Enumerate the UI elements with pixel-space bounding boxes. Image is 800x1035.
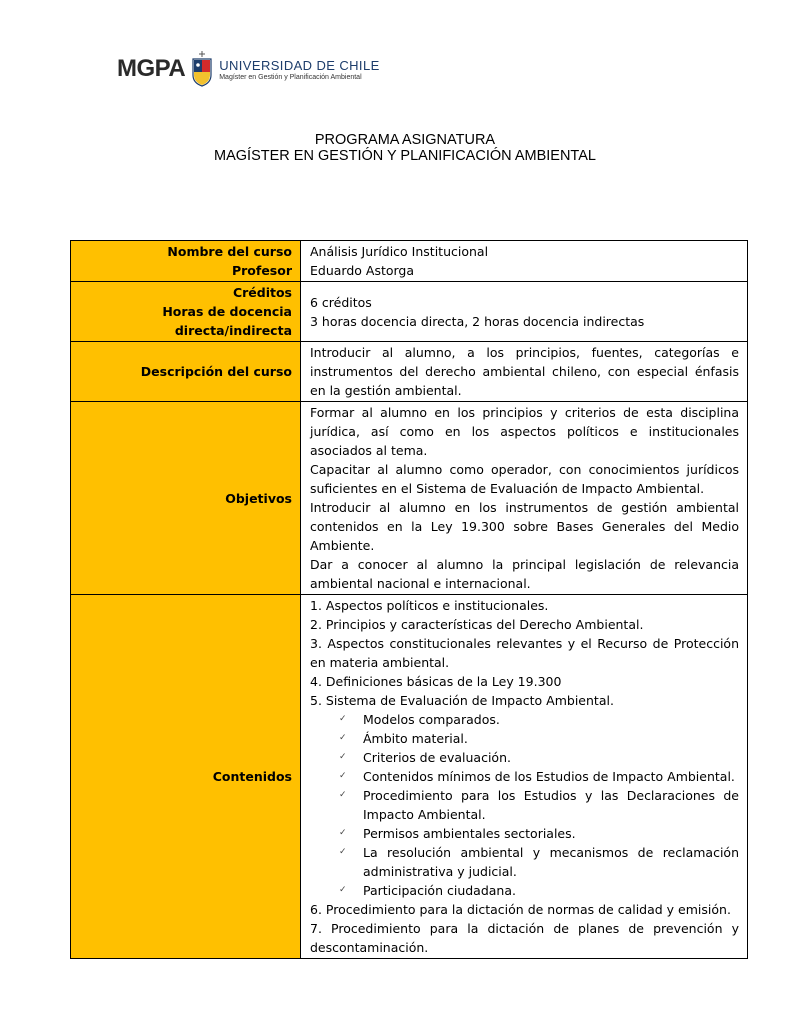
list-item: ✓ La resolución ambiental y mecanismos de reclamación administrativa y judicial.: [339, 845, 739, 879]
contenidos-value: [301, 595, 748, 959]
value-cell: [301, 241, 748, 282]
list-item: ✓ Criterios de evaluación.: [339, 750, 511, 765]
nombre-value: Análisis Jurídico Institucional: [310, 244, 489, 259]
document-title: [0, 132, 800, 164]
title-line-2: MAGÍSTER EN GESTIÓN Y PLANIFICACIÓN AMBIENTAL: [214, 148, 596, 164]
contenido-item: 6. Procedimiento para la dictación de normas de calidad y emisión.: [310, 902, 731, 917]
list-item: ✓ Procedimiento para los Estudios y las Declaraciones de Impacto Ambiental.: [339, 788, 739, 822]
descripcion-text: Introducir al alumno, a los principios, fuentes, categorías e instrumentos del derecho ambiental chileno, con especial énfasis en la gestión ambiental.: [310, 345, 739, 398]
contenidos-sublist: [310, 710, 739, 900]
label-cell: [71, 241, 301, 282]
contenido-item: 1. Aspectos políticos e institucionales.: [310, 598, 549, 613]
row-nombre-profesor: [71, 241, 748, 282]
descripcion-label: Descripción del curso: [71, 342, 301, 402]
logo-subtitle: Magíster en Gestión y Planificación Ambiental: [219, 73, 362, 81]
list-item: ✓ Contenidos mínimos de los Estudios de Impacto Ambiental.: [339, 769, 735, 784]
profesor-value: Eduardo Astorga: [310, 263, 415, 278]
horas-value: 3 horas docencia directa, 2 horas docencia indirectas: [310, 313, 645, 329]
checkmark-bullet-icon: ✓: [339, 847, 347, 857]
contenido-item: 4. Definiciones básicas de la Ley 19.300: [310, 674, 562, 689]
checkmark-bullet-icon: ✓: [339, 752, 347, 762]
creditos-label: Créditos: [232, 285, 292, 300]
objetivo-item: Introducir al alumno en los instrumentos de gestión ambiental contenidos en la Ley 19.300 sobre Bases Generales del Medio Ambiente.: [310, 500, 739, 553]
list-item: ✓ Permisos ambientales sectoriales.: [339, 826, 576, 841]
profesor-label: Profesor: [231, 263, 292, 278]
header-logo: [117, 47, 380, 91]
horas-label: Horas de docencia directa/indirecta: [162, 304, 292, 338]
label-cell: [71, 282, 301, 342]
checkmark-bullet-icon: ✓: [339, 714, 347, 724]
list-item: ✓ Modelos comparados.: [339, 712, 500, 727]
objetivo-item: Formar al alumno en los principios y criterios de esta disciplina jurídica, así como en los aspectos políticos e institucionales asociados al tema.: [310, 405, 739, 458]
checkmark-bullet-icon: ✓: [339, 885, 347, 895]
checkmark-bullet-icon: ✓: [339, 828, 347, 838]
checkmark-bullet-icon: ✓: [339, 733, 347, 743]
contenido-item: 3. Aspectos constitucionales relevantes y el Recurso de Protección en materia ambiental.: [310, 636, 739, 670]
contenidos-label: Contenidos: [71, 595, 301, 959]
row-objetivos: [71, 402, 748, 595]
row-contenidos: [71, 595, 748, 959]
checkmark-bullet-icon: ✓: [339, 771, 347, 781]
course-program-table: [70, 240, 748, 959]
nombre-label: Nombre del curso: [167, 244, 292, 259]
logo-university: UNIVERSIDAD DE CHILE: [219, 57, 380, 73]
logo-mgpa: MGPA: [117, 55, 186, 82]
value-cell: [301, 282, 748, 342]
checkmark-bullet-icon: ✓: [339, 790, 347, 800]
contenido-item: 7. Procedimiento para la dictación de planes de prevención y descontaminación.: [310, 921, 739, 955]
objetivos-value: [301, 402, 748, 595]
creditos-value: 6 créditos: [310, 294, 372, 310]
contenido-item: 5. Sistema de Evaluación de Impacto Ambiental.: [310, 693, 614, 708]
title-line-1: PROGRAMA ASIGNATURA: [314, 132, 496, 148]
descripcion-value: [301, 342, 748, 402]
objetivo-item: Dar a conocer al alumno la principal legislación de relevancia ambiental nacional e internacional.: [310, 557, 739, 591]
row-creditos-horas: [71, 282, 748, 342]
row-descripcion: [71, 342, 748, 402]
list-item: ✓ Participación ciudadana.: [339, 883, 516, 898]
objetivo-item: Capacitar al alumno como operador, con conocimientos jurídicos suficientes en el Sistema de Evaluación de Impacto Ambiental.: [310, 462, 739, 496]
objetivos-label: Objetivos: [71, 402, 301, 595]
university-seal-icon: [191, 51, 213, 87]
contenido-item: 2. Principios y características del Derecho Ambiental.: [310, 617, 644, 632]
list-item: ✓ Ámbito material.: [339, 731, 468, 746]
